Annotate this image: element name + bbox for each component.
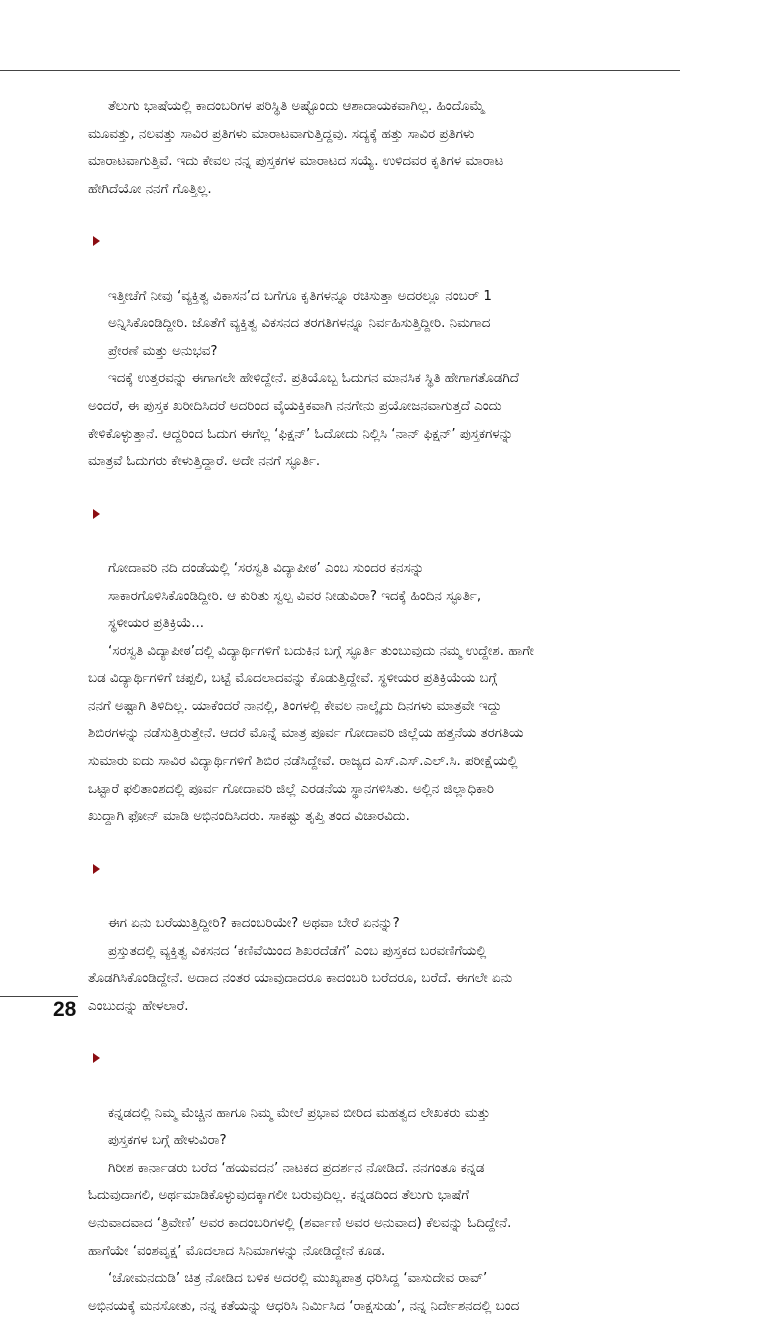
answer-current-writing: ಪ್ರಸ್ತುತದಲ್ಲಿ ವ್ಯಕ್ತಿತ್ವ ವಿಕಸನದ ‘ಕಣಿವೆಯಿಂದ ಶಿಖರದೆಡೆಗೆ’ ಎಂಬ ಪುಸ್ತಕದ ಬರವಣಿಗೆಯಲ್ಲಿ ತೊಡಗಿಸಿಕೊಂಡಿದ್ದೇನೆ. ಅದಾದ ನಂತರ ಯಾವುದಾದರೂ ಕಾದಂಬರಿ ಬರೆದರೂ, ಬರೆದೆ. ಈಗಲೇ ಏನು ಎಂಬುದನ್ನು ಹೇಳಲಾರೆ. [88, 943, 513, 1014]
triangle-bullet-icon [93, 236, 100, 246]
paragraph-telugu-novels: ತೆಲುಗು ಭಾಷೆಯಲ್ಲಿ ಕಾದಂಬರಿಗಳ ಪರಿಸ್ಥಿತಿ ಅಷ್ಟೊಂದು ಆಶಾದಾಯಕವಾಗಿಲ್ಲ. ಹಿಂದೊಮ್ಮೆ ಮೂವತ್ತು, ನಲವತ್ತು ಸಾವಿರ ಪ್ರತಿಗಳು ಮಾರಾಟವಾಗುತ್ತಿದ್ದವು. ಸದ್ಯಕ್ಕೆ ಹತ್ತು ಸಾವಿರ ಪ್ರತಿಗಳು ಮಾರಾಟವಾಗುತ್ತಿವೆ. ಇದು ಕೇವಲ ನನ್ನ ಪುಸ್ತಕಗಳ ಮಾರಾಟದ ಸಯ್ಯೆ. ಉಳಿದವರ ಕೃತಿಗಳ ಮಾರಾಟ ಹೇಗಿದೆಯೋ ನನಗೆ ಗೊತ್ತಿಲ್ಲ. [88, 99, 504, 197]
triangle-bullet-icon [93, 1053, 100, 1063]
question-saraswati-vidyapeetha [88, 500, 683, 638]
answer-kannada-authors: ಗಿರೀಶ ಕಾರ್ನಾಡರು ಬರೆದ ‘ಹಯವದನ’ ನಾಟಕದ ಪ್ರದರ್ಶನ ನೋಡಿದೆ. ನನಗಂತೂ ಕನ್ನಡ ಓದುವುದಾಗಲಿ, ಅರ್ಥಮಾಡಿಕೊಳ್ಳುವುದಕ್ಕಾಗಲೀ ಬರುವುದಿಲ್ಲ. ಕನ್ನಡದಿಂದ ತೆಲುಗು ಭಾಷೆಗೆ ಅನುವಾದವಾದ ‘ತ್ರಿವೇಣಿ’ ಅವರ ಕಾದಂಬರಿಗಳಲ್ಲಿ (ಶರ್ವಾಣಿ ಅವರ ಅನುವಾದ) ಕೆಲವನ್ನು ಓದಿದ್ದೇನೆ. ಹಾಗೆಯೇ ‘ವಂಶವೃಕ್ಷ’ ಮೊದಲಾದ ಸಿನಿಮಾಗಳನ್ನು ನೋಡಿದ್ದೇನೆ ಕೂಡ. [88, 1160, 512, 1259]
spacer [88, 476, 683, 500]
page-number: 28 [53, 998, 77, 1021]
answer-chomanadudi: ‘ಚೋಮನದುಡಿ’ ಚಿತ್ರ ನೋಡಿದ ಬಳಿಕ ಅದರಲ್ಲಿ ಮುಖ್ಯಪಾತ್ರ ಧರಿಸಿದ್ದ ‘ವಾಸುದೇವ ರಾವ್’ ಅಭಿನಯಕ್ಕೆ ಮನಸೋತು, ನನ್ನ ಕತೆಯನ್ನು ಆಧರಿಸಿ ನಿರ್ಮಿಸಿದ ‘ರಾಕ್ಷಸುಡು’, ನನ್ನ ನಿರ್ದೇಶನದಲ್ಲಿ ಬಂದ [88, 1271, 520, 1314]
bottom-rule [0, 996, 78, 997]
question-current-writing [88, 855, 683, 938]
spacer [88, 203, 683, 227]
answer-personality-development: ಇದಕ್ಕೆ ಉತ್ತರವನ್ನು ಈಗಾಗಲೇ ಹೇಳಿದ್ದೇನೆ. ಪ್ರತಿಯೊಬ್ಬ ಓದುಗನ ಮಾನಸಿಕ ಸ್ಥಿತಿ ಹೇಗಾಗತೊಡಗಿದೆ ಅಂದರೆ, ಈ ಪುಸ್ತಕ ಖರೀದಿಸಿದರೆ ಅದರಿಂದ ವೈಯಕ್ತಿಕವಾಗಿ ನನಗೇನು ಪ್ರಯೋಜನವಾಗುತ್ತದೆ ಎಂದು ಕೇಳಿಕೊಳ್ಳುತ್ತಾನೆ. ಆದ್ದರಿಂದ ಓದುಗ ಈಗೆಲ್ಲ ‘ಫಿಕ್ಷನ್’ ಓದೋದು ನಿಲ್ಲಿಸಿ ‘ನಾನ್ ಫಿಕ್ಷನ್’ ಪುಸ್ತಕಗಳನ್ನು ಮಾತ್ರವೆ ಓದುಗರು ಕೇಳುತ್ತಿದ್ದಾರೆ. ಅದೇ ನನಗೆ ಸ್ಫೂರ್ತಿ. [88, 371, 519, 470]
spacer [88, 1020, 683, 1044]
question-kannada-authors [88, 1044, 683, 1154]
question-text: ಗೋದಾವರಿ ನದಿ ದಂಡೆಯಲ್ಲಿ ‘ಸರಸ್ವತಿ ವಿದ್ಯಾಪೀಠ’ ಎಂಬ ಸುಂದರ ಕನಸನ್ನು ಸಾಕಾರಗೊಳಿಸಿಕೊಂಡಿದ್ದೀರಿ. ಆ ಕುರಿತು ಸ್ವಲ್ಪ ವಿವರ ನೀಡುವಿರಾ? ಇದಕ್ಕೆ ಹಿಂದಿನ ಸ್ಫೂರ್ತಿ, ಸ್ಥಳೀಯರ ಪ್ರತಿಕ್ರಿಯೆ... [108, 560, 482, 632]
question-text: ಇತ್ತೀಚೆಗೆ ನೀವು ‘ವ್ಯಕ್ತಿತ್ವ ವಿಕಾಸನ’ದ ಬಗೆಗೂ ಕೃತಿಗಳನ್ನೂ ರಚಿಸುತ್ತಾ ಅದರಲ್ಲೂ ನಂಬರ್ 1 ಅನ್ನಿಸಿಕೊಂಡಿದ್ದೀರಿ. ಜೊತೆಗೆ ವ್ಯಕ್ತಿತ್ವ ವಿಕಸನದ ತರಗತಿಗಳನ್ನೂ ನಿರ್ವಹಿಸುತ್ತಿದ್ದೀರಿ. ನಿಮಗಾದ ಪ್ರೇರಣೆ ಮತ್ತು ಅನುಭವ? [108, 288, 492, 359]
question-text: ಈಗ ಏನು ಬರೆಯುತ್ತಿದ್ದೀರಿ? ಕಾದಂಬರಿಯೇ? ಅಥವಾ ಬೇರೆ ಏನನ್ನು? [108, 916, 400, 932]
question-personality-development [88, 227, 683, 365]
answer-saraswati-vidyapeetha: ‘ಸರಸ್ವತಿ ವಿದ್ಯಾಪೀಠ’ದಲ್ಲಿ ವಿದ್ಯಾರ್ಥಿಗಳಿಗೆ ಬದುಕಿನ ಬಗ್ಗೆ ಸ್ಫೂರ್ತಿ ತುಂಬುವುದು ನಮ್ಮ ಉದ್ದೇಶ. ಹಾಗೇ ಬಡ ವಿದ್ಯಾರ್ಥಿಗಳಿಗೆ ಚಪ್ಪಲಿ, ಬಟ್ಟೆ ಮೊದಲಾದವನ್ನು ಕೊಡುತ್ತಿದ್ದೇವೆ. ಸ್ಥಳೀಯರ ಪ್ರತಿಕ್ರಿಯೆಯ ಬಗ್ಗೆ ನನಗೆ ಅಷ್ಟಾಗಿ ತಿಳಿದಿಲ್ಲ. ಯಾಕೆಂದರೆ ನಾನಲ್ಲಿ, ತಿಂಗಳಲ್ಲಿ ಕೇವಲ ನಾಲ್ಕೈದು ದಿನಗಳು ಮಾತ್ರವೇ ಇದ್ದು ಶಿಬಿರಗಳನ್ನು ನಡೆಸುತ್ತಿರುತ್ತೇನೆ. ಆದರೆ ಮೊನ್ನೆ ಮಾತ್ರ ಪೂರ್ವ ಗೋದಾವರಿ ಜಿಲ್ಲೆಯ ಹತ್ತನೆಯ ತರಗತಿಯ ಸುಮಾರು ಐದು ಸಾವಿರ ವಿದ್ಯಾರ್ಥಿಗಳಿಗೆ ಶಿಬಿರ ನಡೆಸಿದ್ದೇವೆ. ರಾಜ್ಯದ ಎಸ್.ಎಸ್.ಎಲ್.ಸಿ. ಪರೀಕ್ಷೆಯಲ್ಲಿ ಒಟ್ಟಾರೆ ಫಲಿತಾಂಶದಲ್ಲಿ ಪೂರ್ವ ಗೋದಾವರಿ ಜಿಲ್ಲೆ ಎರಡನೆಯ ಸ್ಥಾನಗಳಿಸಿತು. ಅಲ್ಲಿನ ಜಿಲ್ಲಾಧಿಕಾರಿ ಖುದ್ದಾಗಿ ಫೋನ್ ಮಾಡಿ ಅಭಿನಂದಿಸಿದರು. ಸಾಕಷ್ಟು ತೃಪ್ತಿ ತಂದ ವಿಚಾರವಿದು. [88, 643, 534, 825]
question-text: ಕನ್ನಡದಲ್ಲಿ ನಿಮ್ಮ ಮೆಚ್ಚಿನ ಹಾಗೂ ನಿಮ್ಮ ಮೇಲೆ ಪ್ರಭಾವ ಬೀರಿದ ಮಹತ್ವದ ಲೇಖಕರು ಮತ್ತು ಪುಸ್ತಕಗಳ ಬಗ್ಗೆ ಹೇಳುವಿರಾ? [108, 1105, 491, 1149]
top-rule [0, 70, 680, 71]
triangle-bullet-icon [93, 509, 100, 519]
article-body [88, 93, 683, 1320]
spacer [88, 831, 683, 855]
triangle-bullet-icon [93, 864, 100, 874]
